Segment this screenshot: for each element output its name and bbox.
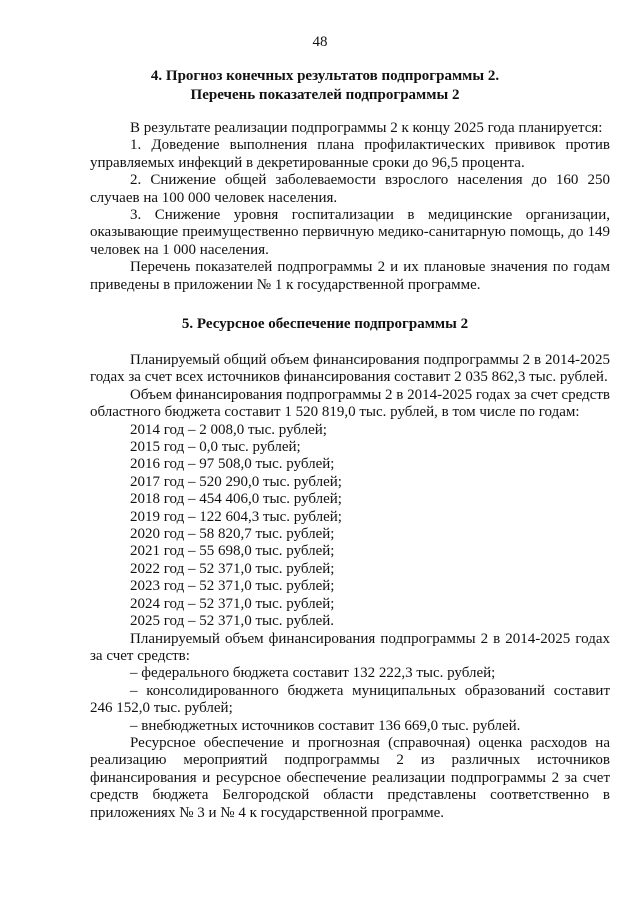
section4-intro: В результате реализации подпрограммы 2 к концу 2025 года планируется: (130, 120, 603, 136)
section5-closing: Ресурсное обеспечение и прогнозная (справочная) оценка расходов на реализацию мероприятий подпрограммы 2 из различных источников финансирования и ресурсное обеспечение реализации подпрограммы 2 за счет средств бюджета Белгородской области представлены соответственно в приложениях № 3 и № 4 к государственной программе. (90, 734, 610, 821)
page-number: 48 (312, 34, 328, 50)
section4-item-3: 3. Снижение уровня госпитализации в медицинские организации, оказывающие преимущественно первичную медико-санитарную помощь, до 149 человек на 1 000 населения. (90, 207, 610, 258)
federal-budget-item: – федерального бюджета составит 132 222,3 тыс. рублей; (130, 665, 496, 682)
section5-total-financing: Планируемый общий объем финансирования подпрограммы 2 в 2014-2025 годах за счет всех источников финансирования составит 2 035 862,3 тыс. рублей. (90, 352, 610, 386)
year-item: 2025 год – 52 371,0 тыс. рублей. (130, 613, 335, 630)
section4-body (90, 120, 610, 294)
municipal-budget-item: – консолидированного бюджета муниципальных образований составит 246 152,0 тыс. рублей; (90, 682, 610, 717)
section5-sources-intro: Планируемый объем финансирования подпрограммы 2 в 2014-2025 годах за счет средств: (90, 630, 610, 664)
year-item: 2014 год – 2 008,0 тыс. рублей; (130, 421, 327, 438)
section4-closing: Перечень показателей подпрограммы 2 и их плановые значения по годам приведены в приложении № 1 к государственной программе. (90, 259, 610, 293)
year-item: 2018 год – 454 406,0 тыс. рублей; (130, 491, 342, 508)
extrabudgetary-item: – внебюджетных источников составит 136 669,0 тыс. рублей. (130, 717, 521, 734)
year-item: 2024 год – 52 371,0 тыс. рублей; (130, 595, 335, 612)
year-item: 2021 год – 55 698,0 тыс. рублей; (130, 543, 335, 560)
year-item: 2015 год – 0,0 тыс. рублей; (130, 439, 301, 456)
section5-heading: 5. Ресурсное обеспечение подпрограммы 2 (181, 316, 469, 332)
section4-item-1: 1. Доведение выполнения плана профилактических прививок против управляемых инфекций в декретированные сроки до 96,5 процента. (90, 137, 610, 171)
year-item: 2019 год – 122 604,3 тыс. рублей; (130, 508, 342, 525)
year-item: 2017 год – 520 290,0 тыс. рублей; (130, 473, 342, 490)
year-item: 2022 год – 52 371,0 тыс. рублей; (130, 560, 335, 577)
section4-heading-line1: 4. Прогноз конечных результатов подпрограммы 2. (150, 68, 500, 84)
year-item: 2023 год – 52 371,0 тыс. рублей; (130, 578, 335, 595)
section5-regional-budget: Объем финансирования подпрограммы 2 в 2014-2025 годах за счет средств областного бюджета составит 1 520 819,0 тыс. рублей, в том числе по годам: (90, 386, 610, 421)
year-item: 2016 год – 97 508,0 тыс. рублей; (130, 456, 335, 473)
section4-heading-line2: Перечень показателей подпрограммы 2 (190, 87, 460, 103)
section5-body (90, 352, 610, 822)
year-list (90, 422, 610, 631)
year-item: 2020 год – 58 820,7 тыс. рублей; (130, 526, 335, 543)
section4-item-2: 2. Снижение общей заболеваемости взрослого населения до 160 250 случаев на 100 000 человек населения. (90, 172, 610, 206)
